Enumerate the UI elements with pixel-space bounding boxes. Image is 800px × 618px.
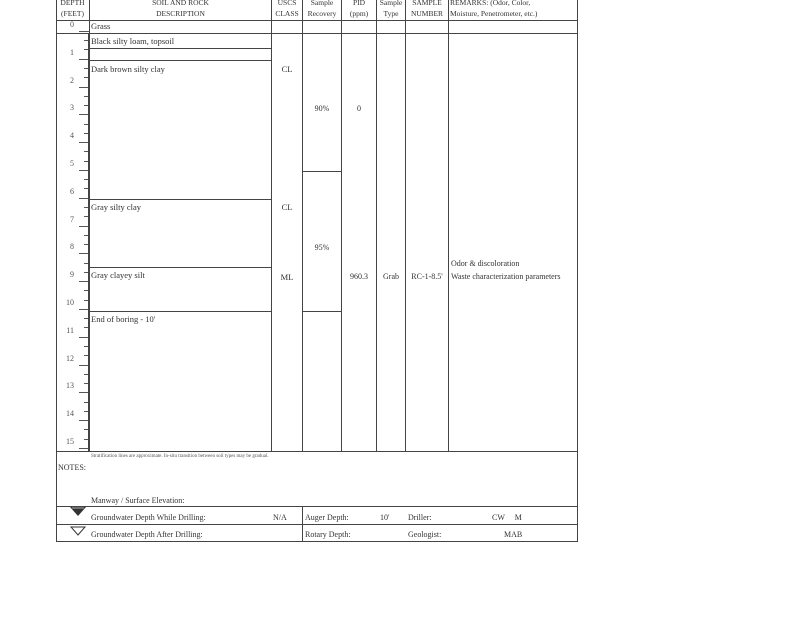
layer-boundary-1 bbox=[89, 48, 271, 49]
log-bottom-rule bbox=[56, 451, 578, 452]
layer-desc-topsoil: Black silty loam, topsoil bbox=[91, 36, 175, 46]
header-pid: PID (ppm) bbox=[349, 0, 369, 18]
col-line-depth bbox=[89, 0, 90, 452]
col-line-pid bbox=[376, 0, 377, 452]
gw-after-label: Groundwater Depth After Drilling: bbox=[91, 530, 203, 539]
layer-desc-dark-brown-clay: Dark brown silty clay bbox=[91, 64, 165, 74]
recovery-2: 95% bbox=[314, 243, 330, 252]
remark-line-1: Odor & discoloration bbox=[451, 259, 520, 268]
depth-label: 1 bbox=[70, 47, 74, 57]
header-rule bbox=[56, 20, 578, 21]
layer-desc-grass: Grass bbox=[91, 21, 111, 31]
depth-label: 5 bbox=[70, 159, 74, 168]
col-line-type bbox=[405, 0, 406, 452]
pid-1: 0 bbox=[357, 104, 361, 113]
header-uscs: USCS CLASS bbox=[275, 0, 299, 18]
depth-label: 13 bbox=[66, 381, 74, 391]
layer-boundary-2 bbox=[89, 60, 271, 61]
sample-number-2: RC-1-8.5' bbox=[411, 272, 443, 281]
depth-label: 11 bbox=[66, 325, 74, 335]
depth-label: 4 bbox=[70, 131, 74, 141]
driller-label: Driller: bbox=[408, 513, 432, 522]
header-recovery: Sample Recovery bbox=[307, 0, 337, 18]
depth-label: 9 bbox=[70, 270, 74, 280]
layer-boundary-5 bbox=[89, 311, 271, 312]
rotary-depth-label: Rotary Depth: bbox=[305, 530, 351, 539]
uscs-cl-2: CL bbox=[281, 202, 293, 212]
uscs-ml: ML bbox=[280, 272, 294, 282]
layer-desc-end-of-boring: End of boring - 10' bbox=[91, 314, 156, 324]
pid-2: 960.3 bbox=[350, 272, 368, 281]
sample-interval-2 bbox=[302, 311, 341, 312]
manway-label: Manway / Surface Elevation: bbox=[91, 496, 185, 505]
auger-depth-label: Auger Depth: bbox=[305, 513, 349, 522]
sample-interval-1 bbox=[302, 171, 341, 172]
depth-label: 2 bbox=[70, 75, 74, 85]
layer-desc-gray-silty-clay: Gray silty clay bbox=[91, 202, 142, 212]
footer-rule-2 bbox=[56, 524, 578, 525]
header-sample-type: Sample Type bbox=[379, 0, 403, 18]
groundwater-filled-triangle-icon bbox=[70, 507, 86, 517]
layer-desc-gray-clayey-silt: Gray clayey silt bbox=[91, 270, 145, 280]
depth-label: 6 bbox=[70, 186, 74, 196]
depth-label: 0 bbox=[70, 20, 74, 29]
gw-while-value: N/A bbox=[273, 513, 287, 522]
footer-rule-3 bbox=[56, 541, 578, 542]
notes-label: NOTES: bbox=[58, 463, 86, 472]
border-right bbox=[577, 0, 578, 542]
col-line-uscs bbox=[302, 0, 303, 452]
depth-label: 15 bbox=[66, 437, 74, 446]
header-depth: DEPTH (FEET) bbox=[60, 0, 85, 18]
uscs-cl-1: CL bbox=[281, 64, 293, 74]
col-line-number bbox=[448, 0, 449, 452]
depth-tick-major bbox=[79, 31, 89, 32]
sample-type-2: Grab bbox=[383, 272, 399, 281]
geologist-label: Geologist: bbox=[408, 530, 442, 539]
stratification-note: Stratification lines are approximate. In-situ transition between soil types may be gradual. bbox=[91, 454, 269, 459]
header-sample-number: SAMPLE NUMBER bbox=[410, 0, 444, 18]
footer-rule-1 bbox=[56, 506, 578, 507]
depth-label: 3 bbox=[70, 103, 74, 113]
header-remarks: REMARKS: (Odor, Color, Moisture, Penetrometer, etc.) bbox=[450, 0, 538, 18]
depth-scale-axis bbox=[88, 34, 89, 451]
border-left bbox=[56, 0, 57, 542]
gw-while-label: Groundwater Depth While Drilling: bbox=[91, 513, 206, 522]
footer-col-line bbox=[302, 506, 303, 542]
depth-label: 8 bbox=[70, 242, 74, 252]
header-description: SOIL AND ROCK DESCRIPTION bbox=[152, 0, 209, 18]
depth-label: 10 bbox=[66, 298, 74, 307]
depth-label: 14 bbox=[66, 409, 74, 419]
recovery-1: 90% bbox=[314, 104, 330, 113]
groundwater-open-triangle-icon bbox=[70, 526, 86, 536]
col-line-recovery bbox=[341, 0, 342, 452]
auger-depth-value: 10' bbox=[380, 513, 390, 522]
driller-value: CW M bbox=[492, 513, 522, 522]
header-bottom-rule bbox=[56, 33, 578, 34]
layer-boundary-3 bbox=[89, 199, 271, 200]
geologist-value: MAB bbox=[504, 530, 523, 539]
depth-label: 7 bbox=[70, 214, 74, 224]
depth-label: 12 bbox=[66, 353, 74, 363]
remark-line-2: Waste characterization parameters bbox=[451, 272, 561, 281]
layer-boundary-4 bbox=[89, 267, 271, 268]
